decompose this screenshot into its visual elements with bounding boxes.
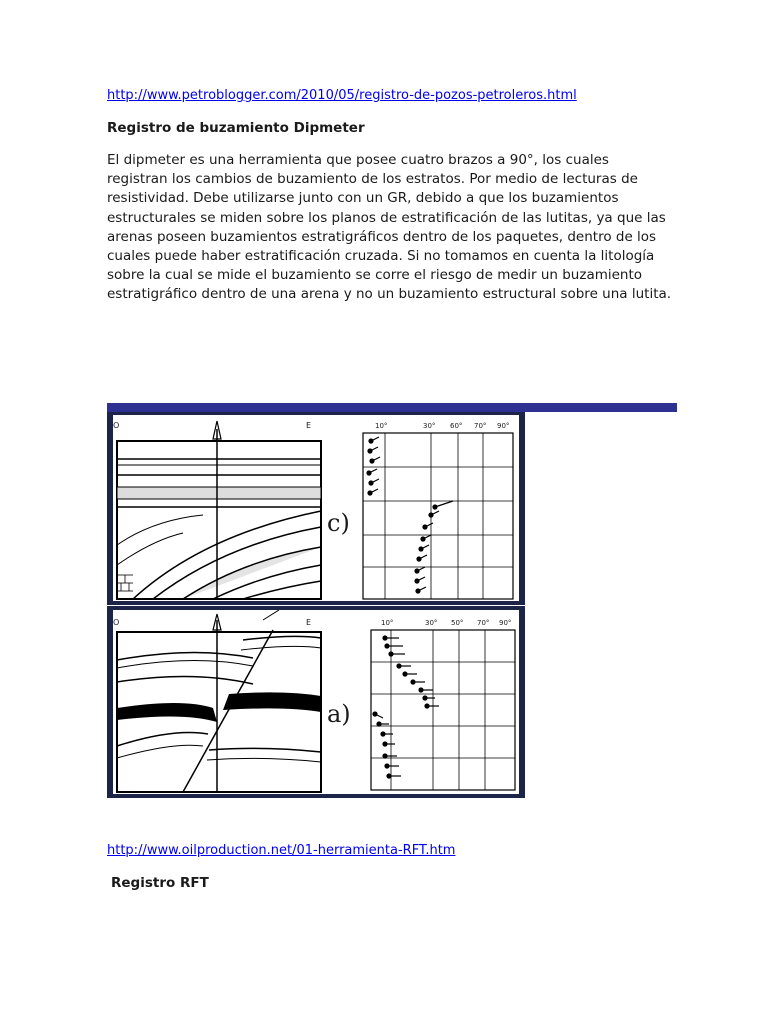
figure-c-scale-90: 90° [497, 422, 510, 430]
dipmeter-heading: Registro de buzamiento Dipmeter [107, 120, 365, 136]
rft-heading: Registro RFT [111, 875, 209, 891]
petroblogger-link[interactable]: http://www.petroblogger.com/2010/05/registro-de-pozos-petroleros.html [107, 88, 577, 103]
figure-top-bar [107, 403, 677, 412]
figure-a-east-label: E [306, 618, 312, 627]
figure-a-scale-50: 50° [451, 619, 464, 627]
figure-c-drawing [113, 415, 519, 601]
figure-c-scale-60: 60° [450, 422, 463, 430]
figure-c-label: c) [327, 509, 350, 537]
figure-c-east-label: E [306, 421, 312, 430]
figure-c-scale-30: 30° [423, 422, 436, 430]
oilproduction-link[interactable]: http://www.oilproduction.net/01-herramienta-RFT.htm [107, 843, 456, 858]
figure-a-scale-70: 70° [477, 619, 490, 627]
figure-a-west-label: O [113, 618, 120, 627]
dipmeter-figure-a [107, 606, 525, 798]
figure-a-scale-90: 90° [499, 619, 512, 627]
figure-a-drawing [113, 610, 519, 794]
figure-a-label: a) [327, 700, 351, 728]
figure-c-west-label: O [113, 421, 120, 430]
figure-c-scale-70: 70° [474, 422, 487, 430]
figure-a-scale-10: 10° [381, 619, 394, 627]
figure-a-scale-30: 30° [425, 619, 438, 627]
dipmeter-figure-c [107, 412, 525, 605]
figure-c-scale-10: 10° [375, 422, 388, 430]
dipmeter-paragraph: El dipmeter es una herramienta que posee cuatro brazos a 90°, los cuales registran los cambios de buzamiento de los estratos. Por medio de lecturas de resistividad. Debe utilizarse junto con un GR, debido a que los buzamientos estructurales se miden sobre los planos de estratificación de las lutitas, ya que las arenas poseen buzamientos estratigráficos dentro de los paquetes, dentro de los cuales puede haber estratificación cruzada. Si no tomamos en cuenta la litología sobre la cual se mide el buzamiento se corre el riesgo de medir un buzamiento estratigráfico dentro de una arena y no un buzamiento estructural sobre una lutita. [107, 152, 672, 303]
